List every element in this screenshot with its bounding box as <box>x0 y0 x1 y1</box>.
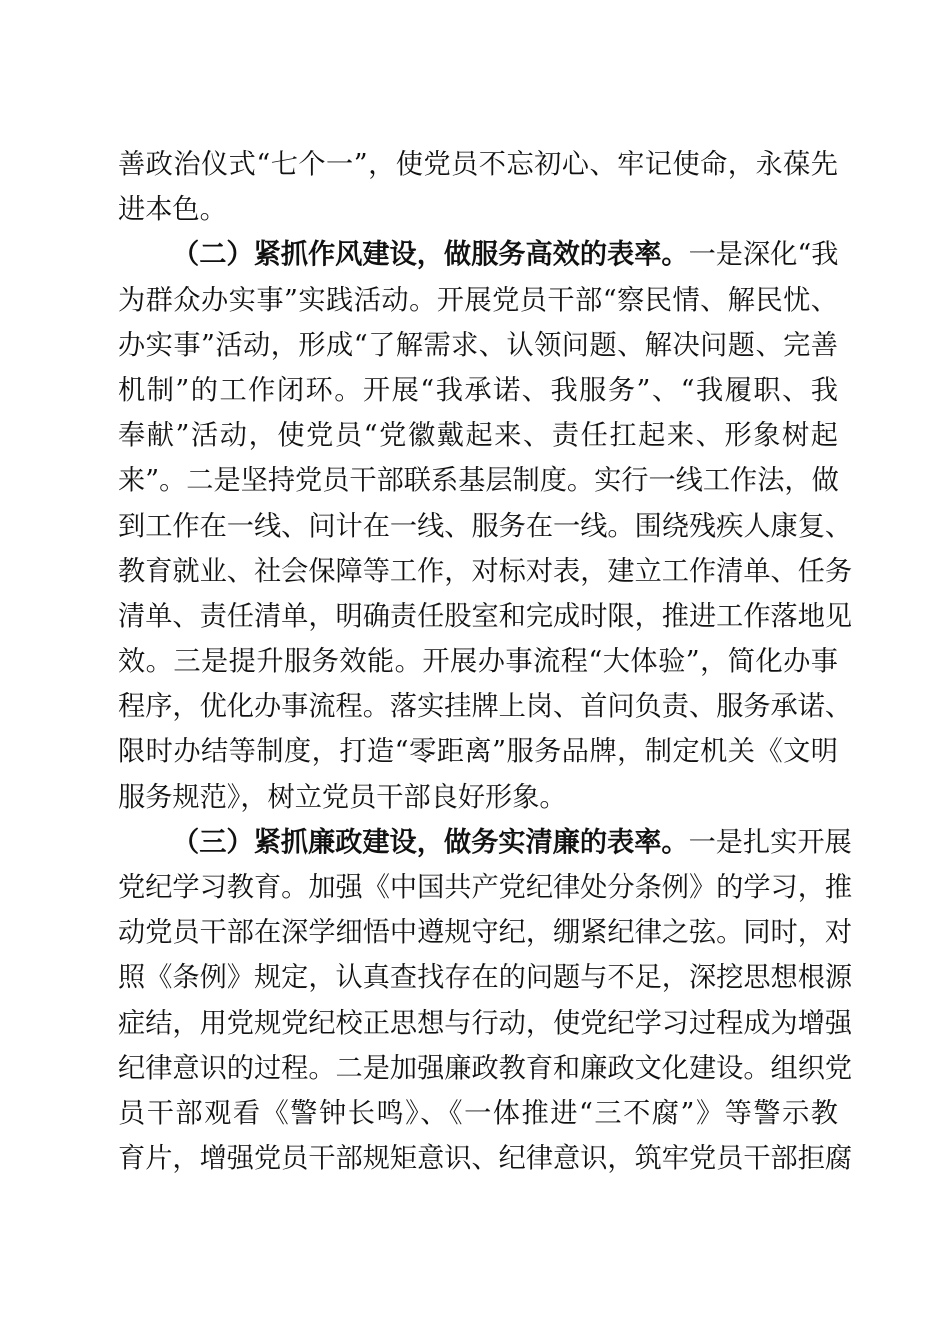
text-line: 照《条例》规定，认真查找存在的问题与不足，深挖思想根源 <box>118 962 853 994</box>
document-body <box>118 142 853 1181</box>
text-line: 办实事”活动，形成“了解需求、认领问题、解决问题、完善 <box>118 329 838 361</box>
text-line: 为群众办实事”实践活动。开展党员干部“察民情、解民忧、 <box>118 284 838 316</box>
text-line: 奉献”活动，使党员“党徽戴起来、责任扛起来、形象树起 <box>118 420 838 452</box>
text-line: 来”。二是坚持党员干部联系基层制度。实行一线工作法，做 <box>118 465 839 497</box>
text-line: 机制”的工作闭环。开展“我承诺、我服务”、“我履职、我 <box>118 374 838 406</box>
paragraph-first-line <box>118 820 852 865</box>
text-line: 程序，优化办事流程。落实挂牌上岗、首问负责、服务承诺、 <box>118 691 853 723</box>
paragraph-first-line <box>118 232 838 277</box>
paragraph-1 <box>118 142 838 232</box>
text-run: 一是深化“我 <box>688 239 839 271</box>
section-heading: （二）紧抓作风建设，做服务高效的表率。 <box>172 238 689 271</box>
text-line: 症结，用党规党纪校正思想与行动，使党纪学习过程成为增强 <box>118 1007 853 1039</box>
text-line: 纪律意识的过程。二是加强廉政教育和廉政文化建设。组织党 <box>118 1052 853 1084</box>
text-line: 教育就业、社会保障等工作，对标对表，建立工作清单、任务 <box>118 555 853 587</box>
text-line: 限时办结等制度，打造“零距离”服务品牌，制定机关《文明 <box>118 736 838 768</box>
section-heading: （三）紧抓廉政建设，做务实清廉的表率。 <box>172 825 689 858</box>
text-line: 清单、责任清单，明确责任股室和完成时限，推进工作落地见 <box>118 600 853 632</box>
text-line: 进本色。 <box>118 194 227 226</box>
text-line: 善政治仪式“七个一”，使党员不忘初心、牢记使命，永葆先 <box>118 149 838 180</box>
text-line: 效。三是提升服务效能。开展办事流程“大体验”，简化办事 <box>118 646 838 678</box>
paragraph-3 <box>118 820 853 1182</box>
text-line: 动党员干部在深学细悟中遵规守纪，绷紧纪律之弦。同时，对 <box>118 917 853 949</box>
paragraph-2 <box>118 232 853 819</box>
text-line: 党纪学习教育。加强《中国共产党纪律处分条例》的学习，推 <box>118 872 853 903</box>
text-line: 员干部观看《警钟长鸣》、《一体推进“三不腐”》等警示教 <box>118 1097 838 1129</box>
text-line: 育片，增强党员干部规矩意识、纪律意识，筑牢党员干部拒腐 <box>118 1143 853 1175</box>
text-run: 一是扎实开展 <box>688 826 852 858</box>
text-line: 服务规范》，树立党员干部良好形象。 <box>118 781 567 813</box>
text-line: 到工作在一线、问计在一线、服务在一线。围绕残疾人康复、 <box>118 510 853 542</box>
